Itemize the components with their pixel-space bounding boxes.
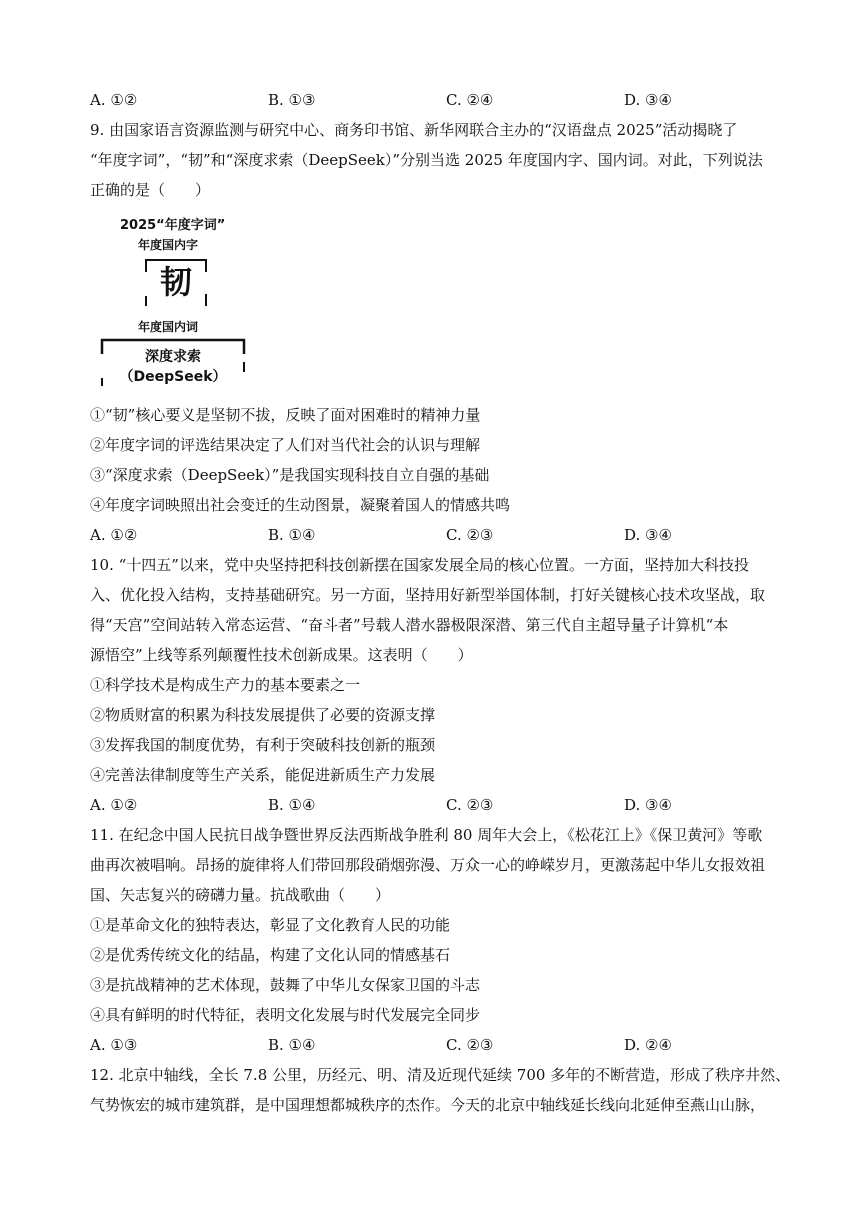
annual-word-english: （DeepSeek）: [119, 369, 227, 385]
q10-option-d: D. ③④: [624, 796, 672, 814]
q11-item: ②是优秀传统文化的结晶，构建了文化认同的情感基石: [90, 946, 451, 964]
q11-option-a: A. ①③: [90, 1036, 138, 1054]
q8-options: [90, 90, 790, 110]
q12-stem-line: 气势恢宏的城市建筑群，是中国理想都城秩序的杰作。今天的北京中轴线延长线向北延伸至燕山山脉，: [90, 1096, 766, 1114]
q11-option-c: C. ②③: [446, 1036, 494, 1054]
q9-option-a: A. ①②: [90, 526, 138, 544]
word-frame: [100, 338, 246, 388]
char-frame: [144, 258, 208, 308]
q10-stem-line: 10. “十四五”以来，党中央坚持把科技创新摆在国家发展全局的核心位置。一方面，坚持加大科技投: [90, 556, 749, 574]
figure-title: 2025“年度字词”: [120, 218, 226, 233]
q9-option-d: D. ③④: [624, 526, 672, 544]
q10-option-b: B. ①④: [268, 796, 316, 814]
q10-option-c: C. ②③: [446, 796, 494, 814]
q10-options: [90, 795, 790, 815]
q11-option-d: D. ②④: [624, 1036, 672, 1054]
q8-option-c: C. ②④: [446, 91, 494, 109]
figure-word-label: 年度国内词: [138, 320, 199, 334]
q11-stem-line: 国、矢志复兴的磅礴力量。抗战歌曲（ ）: [90, 886, 391, 904]
q9-options: [90, 525, 790, 545]
q9-stem-line: 9. 由国家语言资源监测与研究中心、商务印书馆、新华网联合主办的“汉语盘点 2025”活动揭晓了: [90, 121, 738, 139]
q9-item: ①“韧”核心要义是坚韧不拔，反映了面对困难时的精神力量: [90, 406, 481, 424]
q10-stem-line: 得“天宫”空间站转入常态运营、“奋斗者”号载人潜水器极限深潜、第三代自主超导量子计算机“本: [90, 616, 729, 634]
q11-stem-line: 曲再次被唱响。昂扬的旋律将人们带回那段硝烟弥漫、万众一心的峥嵘岁月，更激荡起中华儿女报效祖: [90, 856, 766, 874]
q11-option-b: B. ①④: [268, 1036, 316, 1054]
q9-option-c: C. ②③: [446, 526, 494, 544]
q9-item: ③“深度求索（DeepSeek）”是我国实现科技自立自强的基础: [90, 466, 490, 484]
q12-stem-line: 12. 北京中轴线，全长 7.8 公里，历经元、明、清及近现代延续 700 多年的不断营造，形成了秩序井然、: [90, 1066, 791, 1084]
q9-stem-line: 正确的是（ ）: [90, 181, 211, 199]
q9-item: ④年度字词映照出社会变迁的生动图景，凝聚着国人的情感共鸣: [90, 496, 511, 514]
q10-item: ③发挥我国的制度优势，有利于突破科技创新的瓶颈: [90, 736, 436, 754]
q8-option-b: B. ①③: [268, 91, 316, 109]
q11-item: ①是革命文化的独特表达，彰显了文化教育人民的功能: [90, 916, 451, 934]
q8-option-d: D. ③④: [624, 91, 672, 109]
q10-item: ①科学技术是构成生产力的基本要素之一: [90, 676, 361, 694]
figure-char-label: 年度国内字: [138, 238, 199, 252]
q9-option-b: B. ①④: [268, 526, 316, 544]
q10-item: ②物质财富的积累为科技发展提供了必要的资源支撑: [90, 706, 436, 724]
q9-stem-line: “年度字词”，“韧”和“深度求索（DeepSeek）”分别当选 2025 年度国内字、国内词。对此，下列说法: [90, 151, 763, 169]
q8-option-a: A. ①②: [90, 91, 138, 109]
q11-options: [90, 1035, 790, 1055]
annual-words-figure: [100, 210, 250, 390]
q10-stem-line: 入、优化投入结构，支持基础研究。另一方面，坚持用好新型举国体制，打好关键核心技术攻坚战，取: [90, 586, 766, 604]
annual-word: 深度求索: [145, 349, 201, 365]
q10-stem-line: 源悟空”上线等系列颠覆性技术创新成果。这表明（ ）: [90, 646, 473, 664]
q11-stem-line: 11. 在纪念中国人民抗日战争暨世界反法西斯战争胜利 80 周年大会上，《松花江上》《保卫黄河》等歌: [90, 826, 763, 844]
q10-option-a: A. ①②: [90, 796, 138, 814]
q11-item: ③是抗战精神的艺术体现，鼓舞了中华儿女保家卫国的斗志: [90, 976, 481, 994]
q10-item: ④完善法律制度等生产关系，能促进新质生产力发展: [90, 766, 436, 784]
q11-item: ④具有鲜明的时代特征，表明文化发展与时代发展完全同步: [90, 1006, 481, 1024]
annual-char: 韧: [159, 263, 192, 301]
q9-item: ②年度字词的评选结果决定了人们对当代社会的认识与理解: [90, 436, 481, 454]
